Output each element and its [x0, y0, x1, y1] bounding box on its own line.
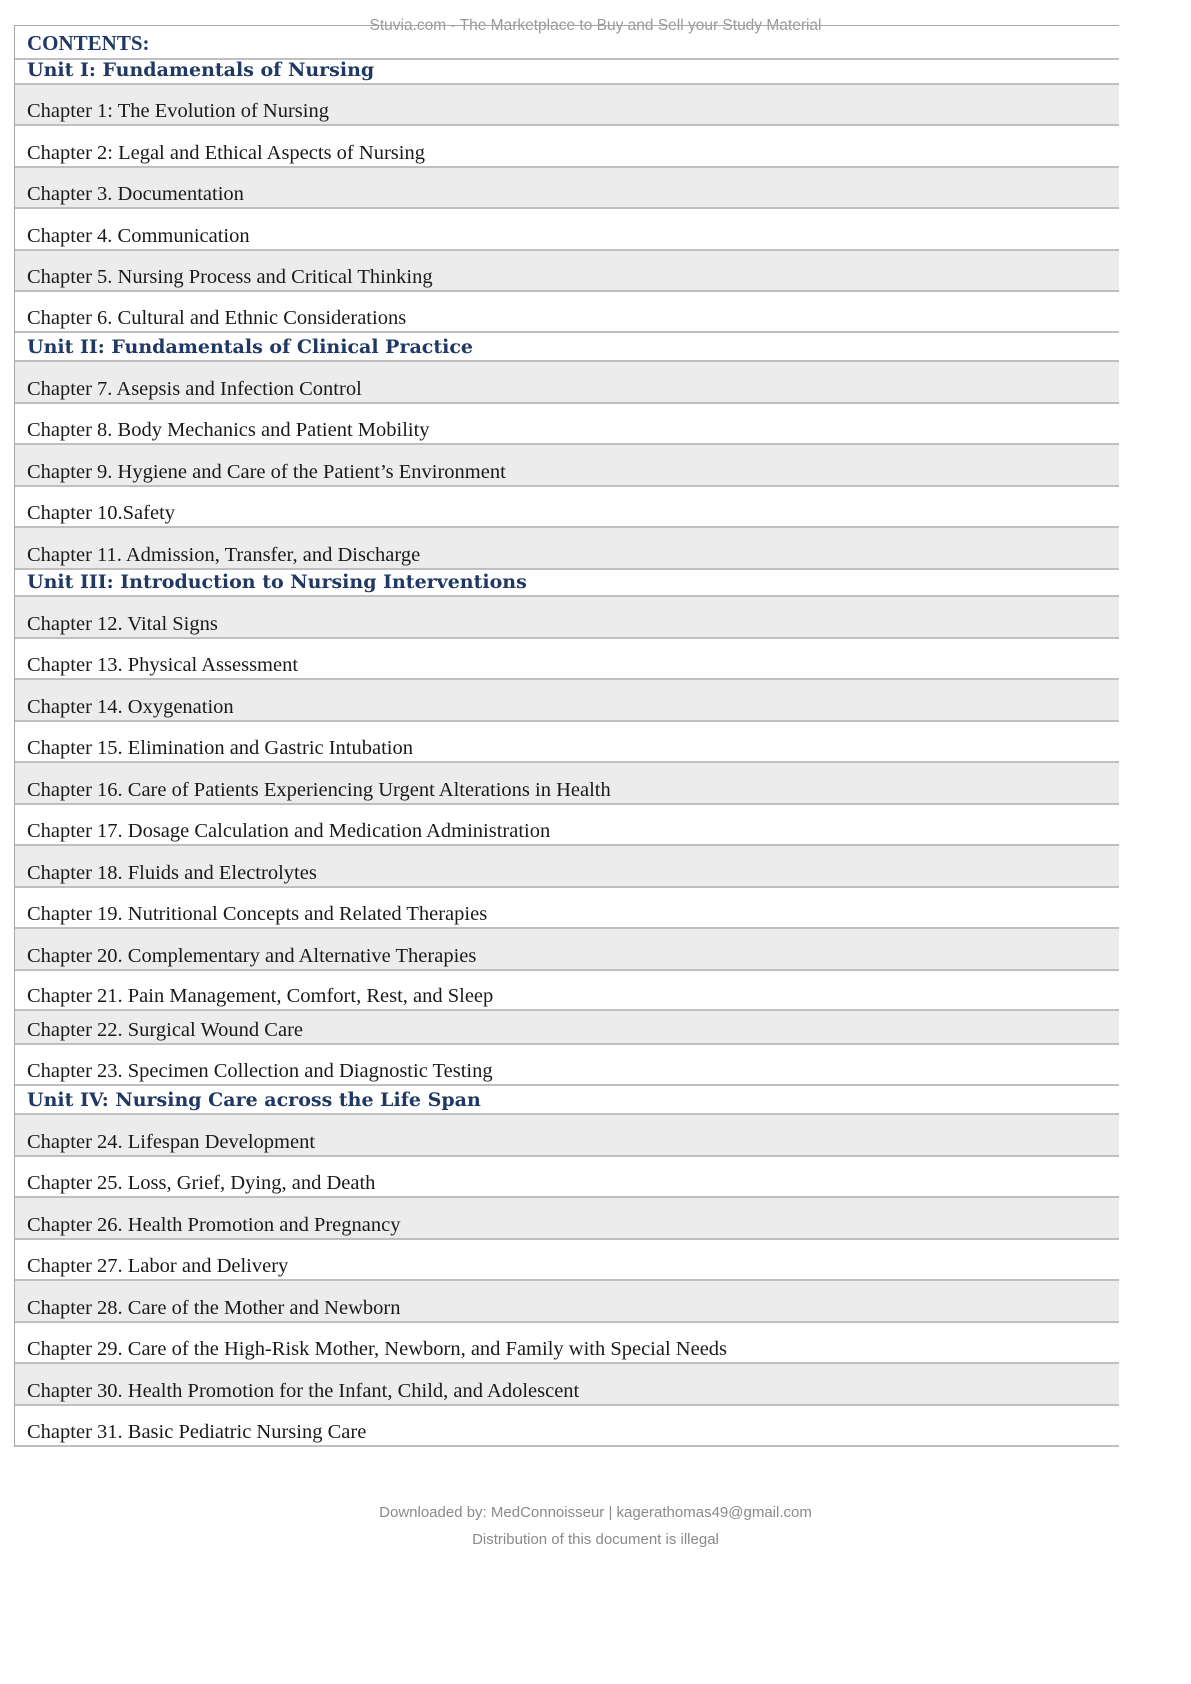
- chapter-title: Chapter 6. Cultural and Ethnic Considerations: [27, 307, 407, 329]
- chapter-title: Chapter 16. Care of Patients Experiencing Urgent Alterations in Health: [27, 779, 611, 801]
- chapter-title: Chapter 14. Oxygenation: [27, 696, 234, 718]
- contents-title-row: [15, 26, 1119, 60]
- chapter-title: Chapter 7. Asepsis and Infection Control: [27, 378, 362, 400]
- chapter-row: [15, 168, 1119, 209]
- chapter-row: [15, 292, 1119, 333]
- chapter-row: [15, 722, 1119, 763]
- chapter-row: [15, 1406, 1119, 1447]
- chapter-row: [15, 209, 1119, 251]
- chapter-title: Chapter 30. Health Promotion for the Infant, Child, and Adolescent: [27, 1380, 580, 1402]
- unit-heading-row: [15, 333, 1119, 362]
- chapter-title: Chapter 13. Physical Assessment: [27, 654, 299, 676]
- chapter-row: [15, 1198, 1119, 1240]
- chapter-title: Chapter 8. Body Mechanics and Patient Mobility: [27, 419, 430, 441]
- chapter-row: [15, 528, 1119, 570]
- download-info: Downloaded by: MedConnoisseur | kagerathomas49@gmail.com: [379, 1504, 812, 1521]
- unit-heading-row: [15, 570, 1119, 597]
- unit-heading: Unit II: Fundamentals of Clinical Practice: [27, 336, 473, 358]
- chapter-title: Chapter 19. Nutritional Concepts and Related Therapies: [27, 903, 488, 925]
- distribution-notice: Distribution of this document is illegal: [472, 1531, 719, 1548]
- chapter-title: Chapter 20. Complementary and Alternative Therapies: [27, 945, 477, 967]
- chapter-row: [15, 445, 1119, 487]
- chapter-row: [15, 1045, 1119, 1086]
- chapter-row: [15, 362, 1119, 404]
- chapter-title: Chapter 26. Health Promotion and Pregnancy: [27, 1214, 401, 1236]
- chapter-row: [15, 888, 1119, 929]
- chapter-title: Chapter 21. Pain Management, Comfort, Rest, and Sleep: [27, 985, 494, 1007]
- chapter-row: [15, 1364, 1119, 1406]
- chapter-row: [15, 251, 1119, 292]
- chapter-row: [15, 971, 1119, 1011]
- chapter-title: Chapter 9. Hygiene and Care of the Patient’s Environment: [27, 461, 506, 483]
- unit-heading-row: [15, 1086, 1119, 1115]
- unit-heading: Unit IV: Nursing Care across the Life Span: [27, 1089, 481, 1111]
- chapter-row: [15, 85, 1119, 126]
- chapter-title: Chapter 18. Fluids and Electrolytes: [27, 862, 317, 884]
- chapter-title: Chapter 24. Lifespan Development: [27, 1131, 316, 1153]
- chapter-row: [15, 1115, 1119, 1157]
- chapter-row: [15, 929, 1119, 971]
- stuvia-watermark: Stuvia.com - The Marketplace to Buy and Sell your Study Material: [369, 17, 822, 34]
- chapter-row: [15, 1281, 1119, 1323]
- chapter-row: [15, 680, 1119, 722]
- contents-title: CONTENTS:: [27, 31, 150, 55]
- chapter-title: Chapter 4. Communication: [27, 225, 250, 247]
- chapter-row: [15, 846, 1119, 888]
- chapter-title: Chapter 10.Safety: [27, 502, 176, 524]
- chapter-row: [15, 763, 1119, 805]
- chapter-title: Chapter 25. Loss, Grief, Dying, and Death: [27, 1172, 376, 1194]
- chapter-row: [15, 639, 1119, 680]
- chapter-title: Chapter 27. Labor and Delivery: [27, 1255, 289, 1277]
- unit-heading: Unit III: Introduction to Nursing Interventions: [27, 571, 527, 593]
- chapter-row: [15, 1011, 1119, 1045]
- chapter-row: [15, 1323, 1119, 1364]
- chapter-title: Chapter 1: The Evolution of Nursing: [27, 100, 329, 122]
- chapter-row: [15, 404, 1119, 445]
- chapter-title: Chapter 28. Care of the Mother and Newborn: [27, 1297, 401, 1319]
- chapter-title: Chapter 11. Admission, Transfer, and Discharge: [27, 544, 421, 566]
- unit-heading-row: [15, 60, 1119, 85]
- chapter-row: [15, 126, 1119, 168]
- chapter-title: Chapter 3. Documentation: [27, 183, 244, 205]
- chapter-title: Chapter 5. Nursing Process and Critical Thinking: [27, 266, 433, 288]
- chapter-title: Chapter 15. Elimination and Gastric Intubation: [27, 737, 413, 759]
- chapter-row: [15, 1240, 1119, 1281]
- chapter-title: Chapter 29. Care of the High-Risk Mother, Newborn, and Family with Special Needs: [27, 1338, 728, 1360]
- chapter-row: [15, 487, 1119, 528]
- chapter-title: Chapter 22. Surgical Wound Care: [27, 1019, 303, 1041]
- chapter-row: [15, 805, 1119, 846]
- chapter-title: Chapter 2: Legal and Ethical Aspects of Nursing: [27, 142, 425, 164]
- chapter-row: [15, 597, 1119, 639]
- chapter-title: Chapter 23. Specimen Collection and Diagnostic Testing: [27, 1060, 493, 1082]
- chapter-row: [15, 1157, 1119, 1198]
- unit-heading: Unit I: Fundamentals of Nursing: [27, 59, 375, 81]
- contents-table: [14, 25, 1119, 1447]
- chapter-title: Chapter 12. Vital Signs: [27, 613, 218, 635]
- chapter-title: Chapter 31. Basic Pediatric Nursing Care: [27, 1421, 367, 1443]
- chapter-title: Chapter 17. Dosage Calculation and Medication Administration: [27, 820, 551, 842]
